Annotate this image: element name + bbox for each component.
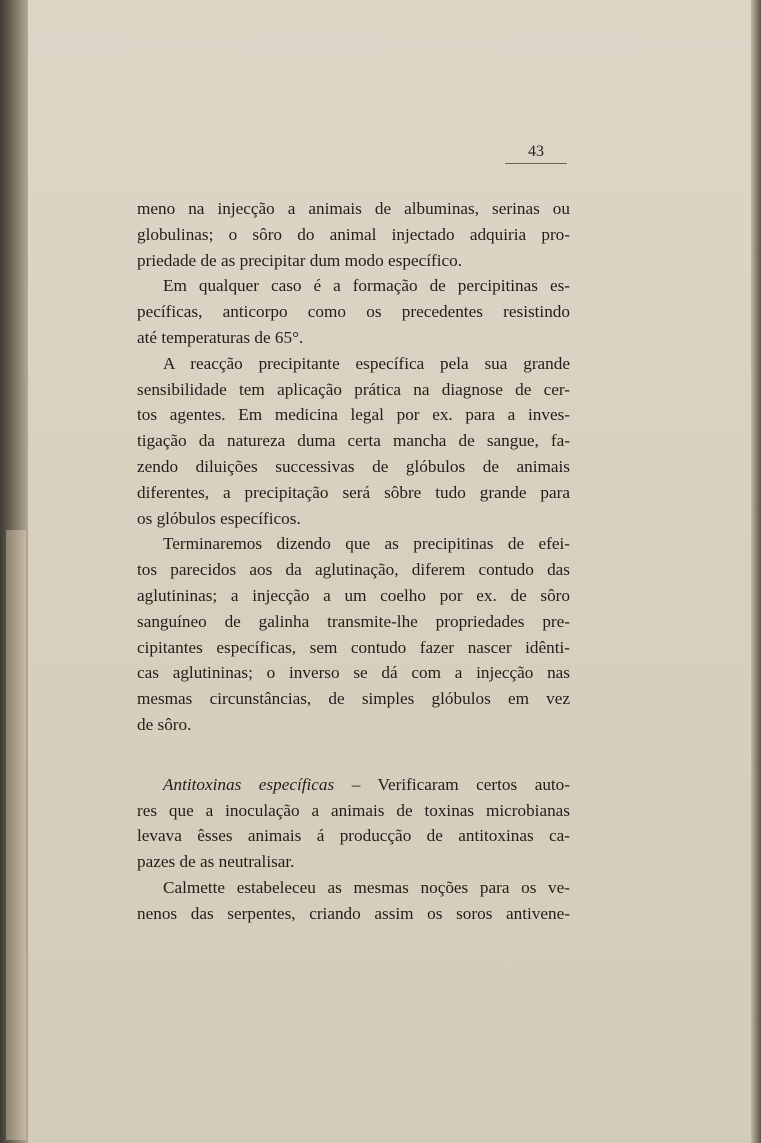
text-line: levava êsses animais á producção de antitoxinas ca- bbox=[137, 826, 570, 846]
text-line: pazes de as neutralisar. bbox=[137, 852, 295, 872]
text-line: A reacção precipitante específica pela sua grande bbox=[163, 353, 570, 373]
text-line: meno na injecção a animais de albuminas, serinas ou bbox=[137, 199, 570, 218]
text-line: sanguíneo de galinha transmite-lhe propriedades pre- bbox=[137, 611, 570, 631]
text-line: cas aglutininas; o inverso se dá com a injecção nas bbox=[137, 663, 570, 683]
text-line: Em qualquer caso é a formação de percipitinas es- bbox=[163, 276, 570, 296]
text-line: zendo diluições successivas de glóbulos de animais bbox=[137, 456, 570, 476]
text-line: os glóbulos específicos. bbox=[137, 508, 301, 528]
text-line: de sôro. bbox=[137, 714, 192, 734]
text-line: priedade de as precipitar dum modo específico. bbox=[137, 250, 463, 270]
text-line: nenos das serpentes, criando assim os soros antivene- bbox=[137, 903, 570, 923]
body-text bbox=[137, 196, 570, 927]
text-line: mesmas circunstâncias, de simples glóbulos em vez bbox=[137, 689, 570, 709]
section-gap bbox=[137, 738, 570, 772]
text-line: tos agentes. Em medicina legal por ex. para a inves- bbox=[137, 405, 570, 425]
text-line: diferentes, a precipitação será sôbre tudo grande para bbox=[137, 482, 570, 502]
text-line: pecíficas, anticorpo como os precedentes resistindo bbox=[137, 302, 570, 322]
text-line: Calmette estabeleceu as mesmas noções para os ve- bbox=[163, 877, 570, 897]
text-line: sensibilidade tem aplicação prática na diagnose de cer- bbox=[137, 379, 570, 399]
page-number: 43 bbox=[505, 143, 567, 164]
text-line: Terminaremos dizendo que as precipitinas de efei- bbox=[163, 534, 570, 554]
text-line: cipitantes específicas, sem contudo fazer nascer idênti- bbox=[137, 637, 570, 657]
page-right-edge bbox=[751, 0, 761, 1143]
text-line: tigação da natureza duma certa mancha de sangue, fa- bbox=[137, 431, 570, 451]
page-left-edge bbox=[0, 0, 28, 1143]
text-line: até temperaturas de 65°. bbox=[137, 327, 304, 347]
text-line: tos parecidos aos da aglutinação, diferem contudo das bbox=[137, 560, 570, 580]
text-line: aglutininas; a injecção a um coelho por ex. de sôro bbox=[137, 585, 570, 605]
text-line: res que a inoculação a animais de toxinas microbianas bbox=[137, 800, 570, 820]
text-line: globulinas; o sôro do animal injectado adquiria pro- bbox=[137, 224, 570, 244]
section-heading: Antitoxinas específicas bbox=[163, 774, 335, 794]
section-first-line: Antitoxinas específicas – Verificaram certos auto- bbox=[163, 774, 571, 794]
